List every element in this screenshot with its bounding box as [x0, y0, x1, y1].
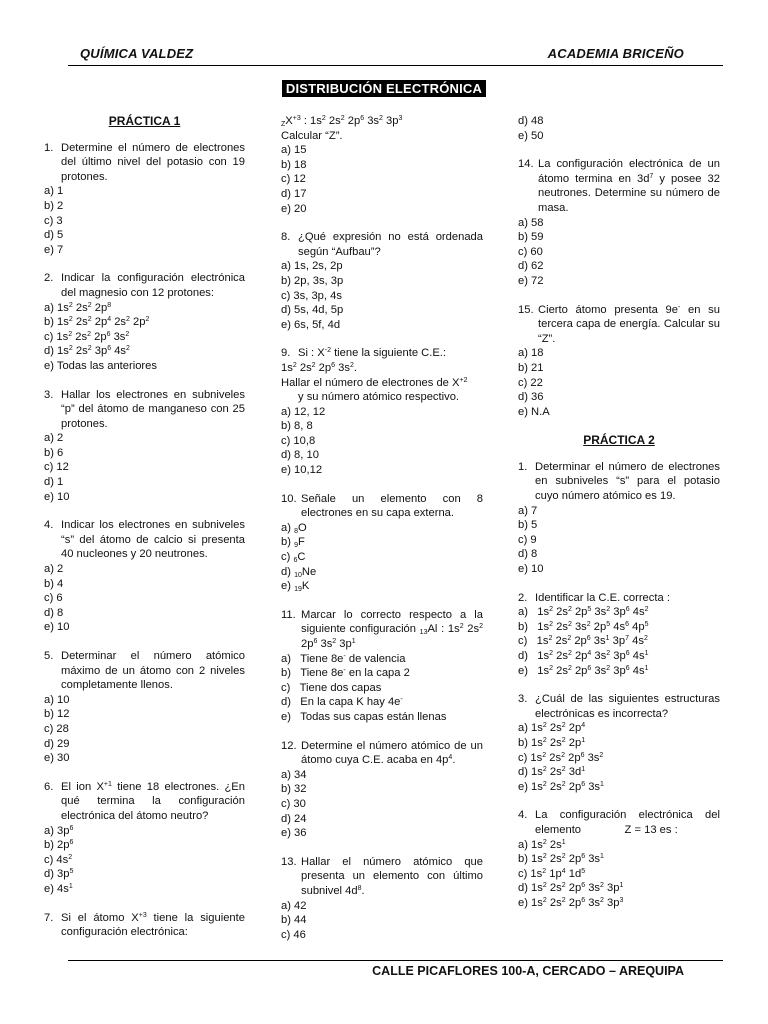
answer-option: b) Tiene 8e- en la capa 2	[281, 667, 410, 680]
question-statement	[44, 780, 245, 824]
question-text: Indicar los electrones en subniveles “s” del átomo de calcio si presenta 40 nucleones y 20 neutrones.	[61, 519, 245, 561]
question-item	[44, 780, 245, 897]
answer-option: c) Tiene dos capas	[281, 681, 382, 694]
question-statement	[44, 518, 245, 562]
column-1	[44, 110, 245, 954]
question-statement	[44, 271, 245, 300]
practica-2-title: PRÁCTICA 2	[583, 433, 655, 448]
question-item	[518, 157, 720, 288]
answer-option: a) $1s^2$ $2s^1$	[518, 838, 566, 851]
question-statement	[44, 141, 245, 185]
answer-option: c) 30	[281, 797, 306, 810]
question-number: 14.	[518, 158, 534, 171]
question-text: Si : $X^{-2}$ tiene la siguiente C.E.:	[298, 347, 447, 360]
answer-option: e) 50	[518, 129, 544, 142]
answer-option: d) 1	[44, 476, 64, 489]
answer-option: c) $1s^2$ $2s^2$ $2p^6$ $3s^2$	[44, 330, 130, 343]
answer-option: c) 12	[44, 461, 69, 474]
answer-option: d) 5	[44, 229, 64, 242]
answer-option: d) 29	[44, 737, 70, 750]
answer-option: e) 72	[518, 274, 544, 287]
answer-option: b) $1s^2$ $2s^2$ $2p^1$	[518, 736, 586, 749]
answer-option: b) 44	[281, 914, 307, 927]
question-statement	[518, 303, 720, 347]
answer-option: c) 28	[44, 722, 69, 735]
answer-option: e) 10	[518, 563, 544, 576]
question-number: 12.	[281, 739, 297, 752]
answer-option: d) 17	[281, 187, 307, 200]
question-statement	[518, 157, 720, 215]
answer-option: e) $_{19}$K	[281, 580, 310, 594]
question-text: Determine el número de electrones del último nivel del potasio con 19 protones.	[61, 141, 245, 183]
question-text: Señale un elemento con 8 electrones en su capa externa.	[301, 492, 483, 520]
header-right: ACADEMIA BRICEÑO	[547, 46, 684, 61]
question-statement	[44, 911, 245, 940]
answer-option: b) 2p, 3s, 3p	[281, 274, 344, 287]
answer-option: c) $4s^2$	[44, 853, 73, 866]
question-text: $_ZX^{+3}$ : $1s^2$ $2s^2$ $2p^6$ $3s^2$ $3p^3$	[281, 115, 403, 128]
question-item	[44, 649, 245, 766]
question-item	[281, 230, 483, 332]
column-3	[518, 114, 720, 925]
answer-option: a) $1s^2$ $2s^2$ $2p^8$	[44, 301, 112, 314]
answer-option: c) $_6$C	[281, 551, 306, 565]
answer-option: d) 24	[281, 812, 307, 825]
question-number: 1.	[518, 460, 528, 473]
question-item	[518, 460, 720, 577]
answer-option: b) 21	[518, 361, 544, 374]
answer-option: c) 60	[518, 245, 543, 258]
answer-option: c) $1s^2$ $2s^2$ $2p^6$ $3s^2$	[518, 751, 604, 764]
answer-option: d) 62	[518, 260, 544, 273]
answer-option: c) 22	[518, 376, 543, 389]
question-item	[281, 114, 483, 216]
answer-option: b) 18	[281, 158, 307, 171]
question-number: 4.	[518, 809, 528, 822]
question-item	[518, 808, 720, 910]
answer-option: e) N.A	[518, 405, 550, 418]
column-2	[281, 114, 483, 956]
answer-option: a) $1s^2$ $2s^2$ $2p^4$	[518, 722, 586, 735]
answer-option: a) 42	[281, 899, 307, 912]
question-text: Determine el número atómico de un átomo cuya C.E. acaba en $4p^4$.	[301, 739, 483, 767]
question-number: 9.	[281, 347, 291, 360]
question-number: 7.	[44, 911, 54, 924]
answer-option: e) 20	[281, 202, 307, 215]
answer-option: a) 15	[281, 144, 307, 157]
answer-option: a) $1s^2$ $2s^2$ $2p^5$ $3s^2$ $3p^6$ $4s^2$	[518, 606, 649, 619]
answer-option: c) 6	[44, 592, 63, 605]
answer-option: b) 5	[518, 519, 538, 532]
answer-option: b) 2	[44, 199, 64, 212]
question-text: Hallar el número atómico que presenta un elemento con último subnivel $4d^8$.	[301, 855, 483, 897]
answer-option: d) 5s, 4d, 5p	[281, 304, 344, 317]
answer-option: a) 2	[44, 563, 64, 576]
answer-option: e) Todas las anteriores	[44, 359, 157, 372]
question-item	[281, 346, 483, 477]
answer-option: d) 48	[518, 115, 544, 127]
question-number: 11.	[281, 608, 296, 621]
answer-option: a) $_8$O	[281, 521, 307, 535]
question-text: Identificar la C.E. correcta :	[535, 591, 670, 604]
question-item	[518, 692, 720, 794]
question-item	[281, 739, 483, 841]
answer-option: c) 10,8	[281, 434, 316, 447]
question-text: Determinar el número atómico máximo de un átomo con 2 niveles completamente llenos.	[61, 650, 245, 692]
question-statement	[518, 808, 720, 837]
answer-option: c) 12	[281, 173, 306, 186]
question-number: 2.	[518, 591, 528, 604]
document-title	[0, 80, 768, 98]
question-text: La configuración electrónica de un átomo termina en $3d^7$ y posee 32 neutrones. Determine su número de masa.	[538, 158, 720, 214]
answer-option: b) $_9$F	[281, 536, 305, 550]
answer-option: e) 10,12	[281, 464, 323, 477]
question-text: Marcar lo correcto respecto a la siguiente configuración $_{13}$Al : $1s^2$ $2s^2$ $2p^6$ $3s^2$ $3p^1$	[301, 608, 483, 650]
answer-option: e) $1s^2$ $2s^2$ $2p^6$ $3s^1$	[518, 780, 604, 793]
answer-option: c) $1s^2$ $1p^4$ $1d^5$	[518, 867, 586, 880]
answer-option: d) $1s^2$ $2s^2$ $2p^6$ $3s^2$ $3p^1$	[518, 882, 624, 895]
question-item	[281, 492, 483, 594]
answer-option: e) $1s^2$ $2s^2$ $2p^6$ $3s^2$ $3p^3$	[518, 896, 624, 909]
question-number: 1.	[44, 141, 54, 154]
question-text: Determinar el número de electrones en subniveles “s” para el potasio cuyo número atómico es 19.	[535, 460, 720, 503]
column-3-questions-a	[518, 114, 720, 419]
answer-option: d) $3p^5$	[44, 868, 74, 881]
answer-option: e) $4s^1$	[44, 882, 73, 895]
question-text: Si el átomo $X^{+3}$ tiene la siguiente configuración electrónica:	[61, 911, 245, 939]
answer-option: c) 3s, 3p, 4s	[281, 289, 342, 302]
question-statement	[281, 739, 483, 768]
question-number: 13.	[281, 855, 297, 868]
document-title-text: DISTRIBUCIÓN ELECTRÓNICA	[282, 80, 486, 97]
question-item	[44, 271, 245, 373]
answer-option: b) 12	[44, 708, 70, 721]
question-statement	[281, 608, 483, 652]
answer-option: a) 1s, 2s, 2p	[281, 260, 343, 273]
answer-option: d) 8	[44, 606, 64, 619]
question-number: 2.	[44, 272, 54, 285]
question-statement	[281, 230, 483, 259]
answer-option: b) 8, 8	[281, 420, 313, 433]
answer-option: d) 8, 10	[281, 449, 319, 462]
question-text: Cierto átomo presenta 9e- en su tercera capa de energía. Calcular su “Z”.	[538, 303, 720, 345]
answer-option: a) 58	[518, 216, 544, 229]
question-statement	[44, 388, 245, 432]
answer-option: b) $2p^6$	[44, 839, 74, 852]
answer-option: a) 2	[44, 432, 64, 445]
answer-option: d) 36	[518, 391, 544, 404]
answer-option: a) 10	[44, 693, 70, 706]
question-statement	[44, 649, 245, 693]
answer-option: c) 46	[281, 928, 306, 941]
answer-option: e) 7	[44, 243, 64, 256]
question-text: Indicar la configuración electrónica del magnesio con 12 protones:	[61, 272, 245, 299]
column-1-questions	[44, 141, 245, 940]
answer-option: a) 7	[518, 504, 538, 517]
question-number: 8.	[281, 231, 291, 244]
answer-option: a) Tiene 8e- de valencia	[281, 652, 406, 665]
question-number: 3.	[44, 388, 54, 401]
question-item	[44, 518, 245, 635]
footer-address: CALLE PICAFLORES 100-A, CERCADO – AREQUIPA	[372, 964, 684, 978]
question-statement	[518, 460, 720, 504]
question-statement	[281, 492, 483, 521]
question-text: El ion $X^{+1}$ tiene 18 electrones. ¿En qué termina la configuración electrónica del átomo neutro?	[61, 780, 245, 822]
question-statement	[281, 114, 483, 129]
answer-option: a) 12, 12	[281, 405, 326, 418]
question-text: Hallar los electrones en subniveles “p” del átomo de manganeso con 25 protones.	[61, 388, 245, 430]
question-item	[518, 114, 720, 143]
answer-option: b) $1s^2$ $2s^2$ $2p^4$ $2s^2$ $2p^2$	[44, 316, 150, 329]
answer-option: a) 34	[281, 768, 307, 781]
footer-rule	[68, 960, 723, 961]
question-text: ¿Qué expresión no está ordenada según “Aufbau”?	[298, 231, 483, 258]
question-text: La configuración electrónica del elemento Z = 13 es :	[535, 809, 720, 836]
question-item	[44, 911, 245, 940]
header-rule	[68, 65, 723, 66]
answer-option: e) 36	[281, 827, 307, 840]
question-item	[281, 608, 483, 725]
question-item	[281, 855, 483, 943]
question-continuation: Calcular “Z”.	[281, 129, 343, 142]
answer-option: b) $1s^2$ $2s^2$ $3s^2$ $2p^5$ $4s^6$ $4p^5$	[518, 620, 649, 633]
answer-option: c) 9	[518, 533, 537, 546]
answer-option: c) $1s^2$ $2s^2$ $2p^6$ $3s^1$ $3p^7$ $4s^2$	[518, 635, 648, 648]
answer-option: b) 6	[44, 446, 64, 459]
answer-option: b) 32	[281, 783, 307, 796]
question-text: ¿Cuál de las siguientes estructuras electrónicas es incorrecta?	[535, 693, 720, 720]
question-item	[44, 388, 245, 505]
answer-option: e) $1s^2$ $2s^2$ $2p^6$ $3s^2$ $3p^6$ $4s^1$	[518, 664, 649, 677]
question-number: 3.	[518, 693, 528, 706]
question-item	[518, 591, 720, 679]
question-item	[518, 303, 720, 420]
answer-option: d) $_{10}$Ne	[281, 565, 317, 579]
answer-option: d) $1s^2$ $2s^2$ $2p^4$ $3s^2$ $3p^6$ $4s^1$	[518, 650, 649, 662]
answer-option: d) En la capa K hay 4e-	[281, 696, 403, 709]
question-item	[44, 141, 245, 258]
question-number: 5.	[44, 650, 54, 662]
answer-option: d) 8	[518, 548, 538, 561]
answer-option: e) 30	[44, 752, 70, 765]
question-continuation: $1s^2$ $2s^2$ $2p^6$ $3s^2$.	[281, 361, 357, 374]
question-number: 4.	[44, 519, 54, 532]
header-left: QUÍMICA VALDEZ	[80, 46, 194, 61]
answer-option: b) 4	[44, 577, 64, 590]
question-continuation: Hallar el número de electrones de $X^{+2}$	[281, 376, 468, 389]
answer-option: e) Todas sus capas están llenas	[281, 710, 447, 723]
question-number: 15.	[518, 303, 534, 316]
answer-option: a) 1	[44, 185, 64, 198]
answer-option: b) 59	[518, 231, 544, 244]
answer-option: e) 10	[44, 490, 70, 503]
question-statement	[281, 855, 483, 899]
question-number: 6.	[44, 780, 54, 793]
answer-option: e) 6s, 5f, 4d	[281, 318, 341, 331]
answer-option: e) 10	[44, 621, 70, 634]
answer-option: a) 18	[518, 347, 544, 360]
answer-option: d) $1s^2$ $2s^2$ $3d^1$	[518, 766, 586, 779]
question-number: 10.	[281, 492, 297, 505]
column-2-questions	[281, 114, 483, 942]
question-statement	[518, 591, 720, 606]
answer-option: b) $1s^2$ $2s^2$ $2p^6$ $3s^1$	[518, 853, 604, 866]
answer-option: c) 3	[44, 214, 63, 227]
answer-option: a) $3p^6$	[44, 824, 74, 837]
practica-1-title: PRÁCTICA 1	[108, 114, 181, 128]
column-3-questions-b	[518, 460, 720, 911]
question-statement	[518, 692, 720, 721]
question-continuation: y su número atómico respectivo.	[298, 391, 460, 404]
question-statement	[281, 346, 483, 361]
answer-option: d) $1s^2$ $2s^2$ $3p^6$ $4s^2$	[44, 345, 130, 358]
